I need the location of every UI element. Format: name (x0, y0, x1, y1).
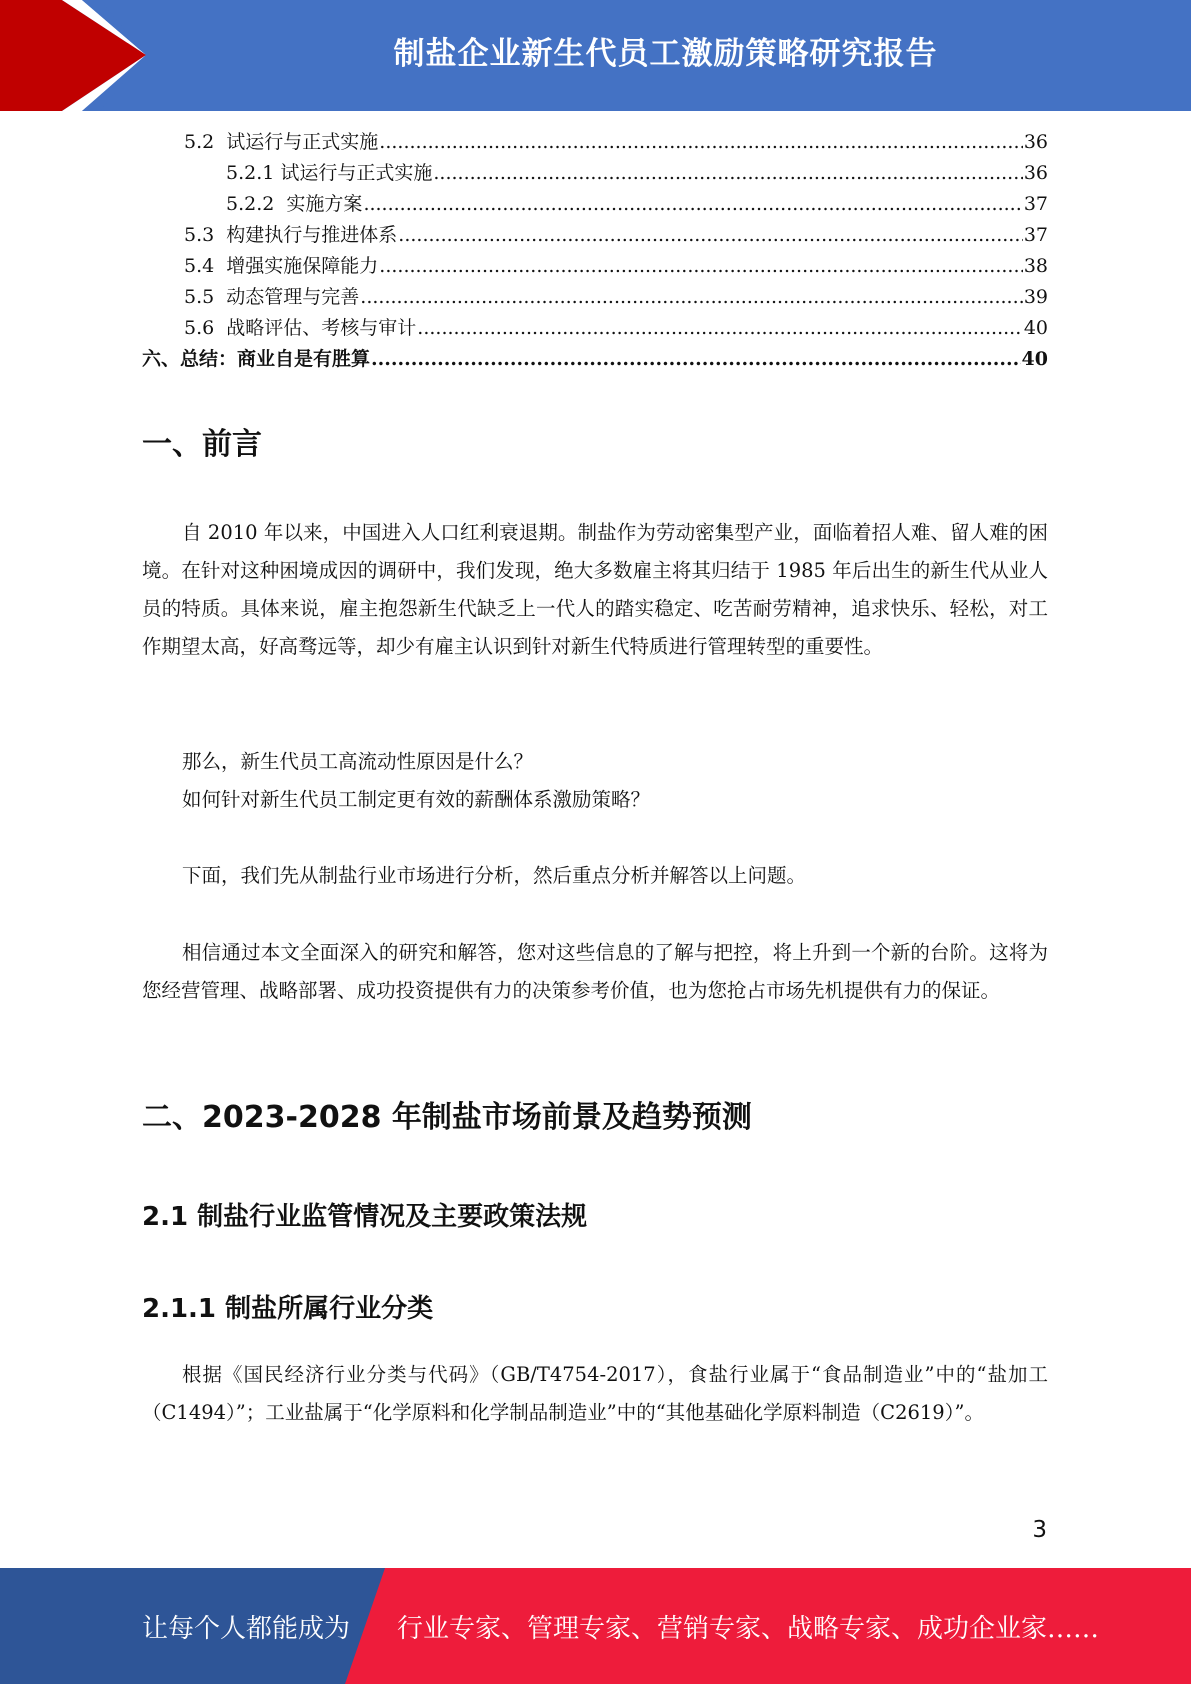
toc-entry[interactable] (142, 127, 1048, 158)
preface-paragraph-2: 下面，我们先从制盐行业市场进行分析，然后重点分析并解答以上问题。 (182, 864, 807, 887)
toc-entry-page: 36 (1023, 162, 1048, 184)
toc-entry[interactable] (142, 158, 1048, 189)
toc-entry-label: 5.5 动态管理与完善 (184, 286, 360, 308)
toc-entry-page: 37 (1023, 193, 1048, 215)
section-heading-market-forecast: 二、2023-2028 年制盐市场前景及趋势预测 (142, 1100, 752, 1135)
toc-entry-label: 5.6 战略评估、考核与审计 (184, 317, 417, 339)
toc-entry-page: 40 (1021, 348, 1048, 370)
toc-leader-dots (371, 348, 1021, 370)
toc-leader-dots (379, 255, 1023, 277)
footer-slogan-right: 行业专家、管理专家、营销专家、战略专家、成功企业家…… (397, 1613, 1100, 1644)
toc-entry-page: 38 (1023, 255, 1048, 277)
toc-entry-page: 36 (1023, 131, 1048, 153)
section-heading-preface: 一、前言 (142, 427, 262, 462)
toc-entry-page: 37 (1023, 224, 1048, 246)
toc-entry[interactable] (142, 344, 1048, 375)
toc-entry[interactable] (142, 189, 1048, 220)
toc-entry-label: 5.4 增强实施保障能力 (184, 255, 379, 277)
preface-question-1: 那么，新生代员工高流动性原因是什么？ (182, 750, 534, 773)
classification-paragraph: 根据《国民经济行业分类与代码》（GB/T4754-2017），食盐行业属于“食品制造业”中的“盐加工（C1494）”；工业盐属于“化学原料和化学制品制造业”中的“其他基础化学原料制造（C2619）”。 (142, 1363, 1048, 1424)
toc-entry-page: 39 (1023, 286, 1048, 308)
toc-entry-label: 5.3 构建执行与推进体系 (184, 224, 398, 246)
toc-leader-dots (433, 162, 1022, 184)
toc-leader-dots (398, 224, 1023, 246)
page-header (0, 0, 1191, 111)
toc-entry[interactable] (142, 313, 1048, 344)
toc-leader-dots (360, 286, 1023, 308)
subsection-heading-industry-classification: 2.1.1 制盐所属行业分类 (142, 1294, 434, 1324)
toc-entry-label: 5.2.2 实施方案 (226, 193, 363, 215)
toc-entry[interactable] (142, 220, 1048, 251)
preface-paragraph-1: 自 2010 年以来，中国进入人口红利衰退期。制盐作为劳动密集型产业，面临着招人难、留人难的困境。在针对这种困境成因的调研中，我们发现，绝大多数雇主将其归结于 1985 年后出生的新生代从业人员的特质。具体来说，雇主抱怨新生代缺乏上一代人的踏实稳定、吃苦耐劳精神，追求快乐、轻松，对工作期望太高，好高骛远等，却少有雇主认识到针对新生代特质进行管理转型的重要性。 (142, 521, 1048, 658)
toc-entry-label: 5.2.1 试运行与正式实施 (226, 162, 433, 184)
page-number: 3 (1032, 1517, 1047, 1543)
toc-leader-dots (363, 193, 1022, 215)
toc-leader-dots (417, 317, 1023, 339)
toc-entry[interactable] (142, 251, 1048, 282)
footer-slogan-left: 让每个人都能成为 (142, 1613, 351, 1644)
table-of-contents (142, 127, 1048, 375)
preface-paragraph-3: 相信通过本文全面深入的研究和解答，您对这些信息的了解与把控，将上升到一个新的台阶。这将为您经营管理、战略部署、成功投资提供有力的决策参考价值，也为您抢占市场先机提供有力的保证。 (142, 941, 1048, 1002)
toc-entry-label: 5.2 试运行与正式实施 (184, 131, 379, 153)
toc-entry-page: 40 (1023, 317, 1048, 339)
toc-leader-dots (379, 131, 1023, 153)
report-title: 制盐企业新生代员工激励策略研究报告 (393, 35, 938, 72)
toc-entry[interactable] (142, 282, 1048, 313)
preface-question-2: 如何针对新生代员工制定更有效的薪酬体系激励策略？ (182, 788, 651, 811)
page-footer (0, 1568, 1191, 1684)
toc-entry-label: 六、总结：商业自是有胜算 (142, 348, 371, 370)
subsection-heading-regulation: 2.1 制盐行业监管情况及主要政策法规 (142, 1202, 588, 1232)
